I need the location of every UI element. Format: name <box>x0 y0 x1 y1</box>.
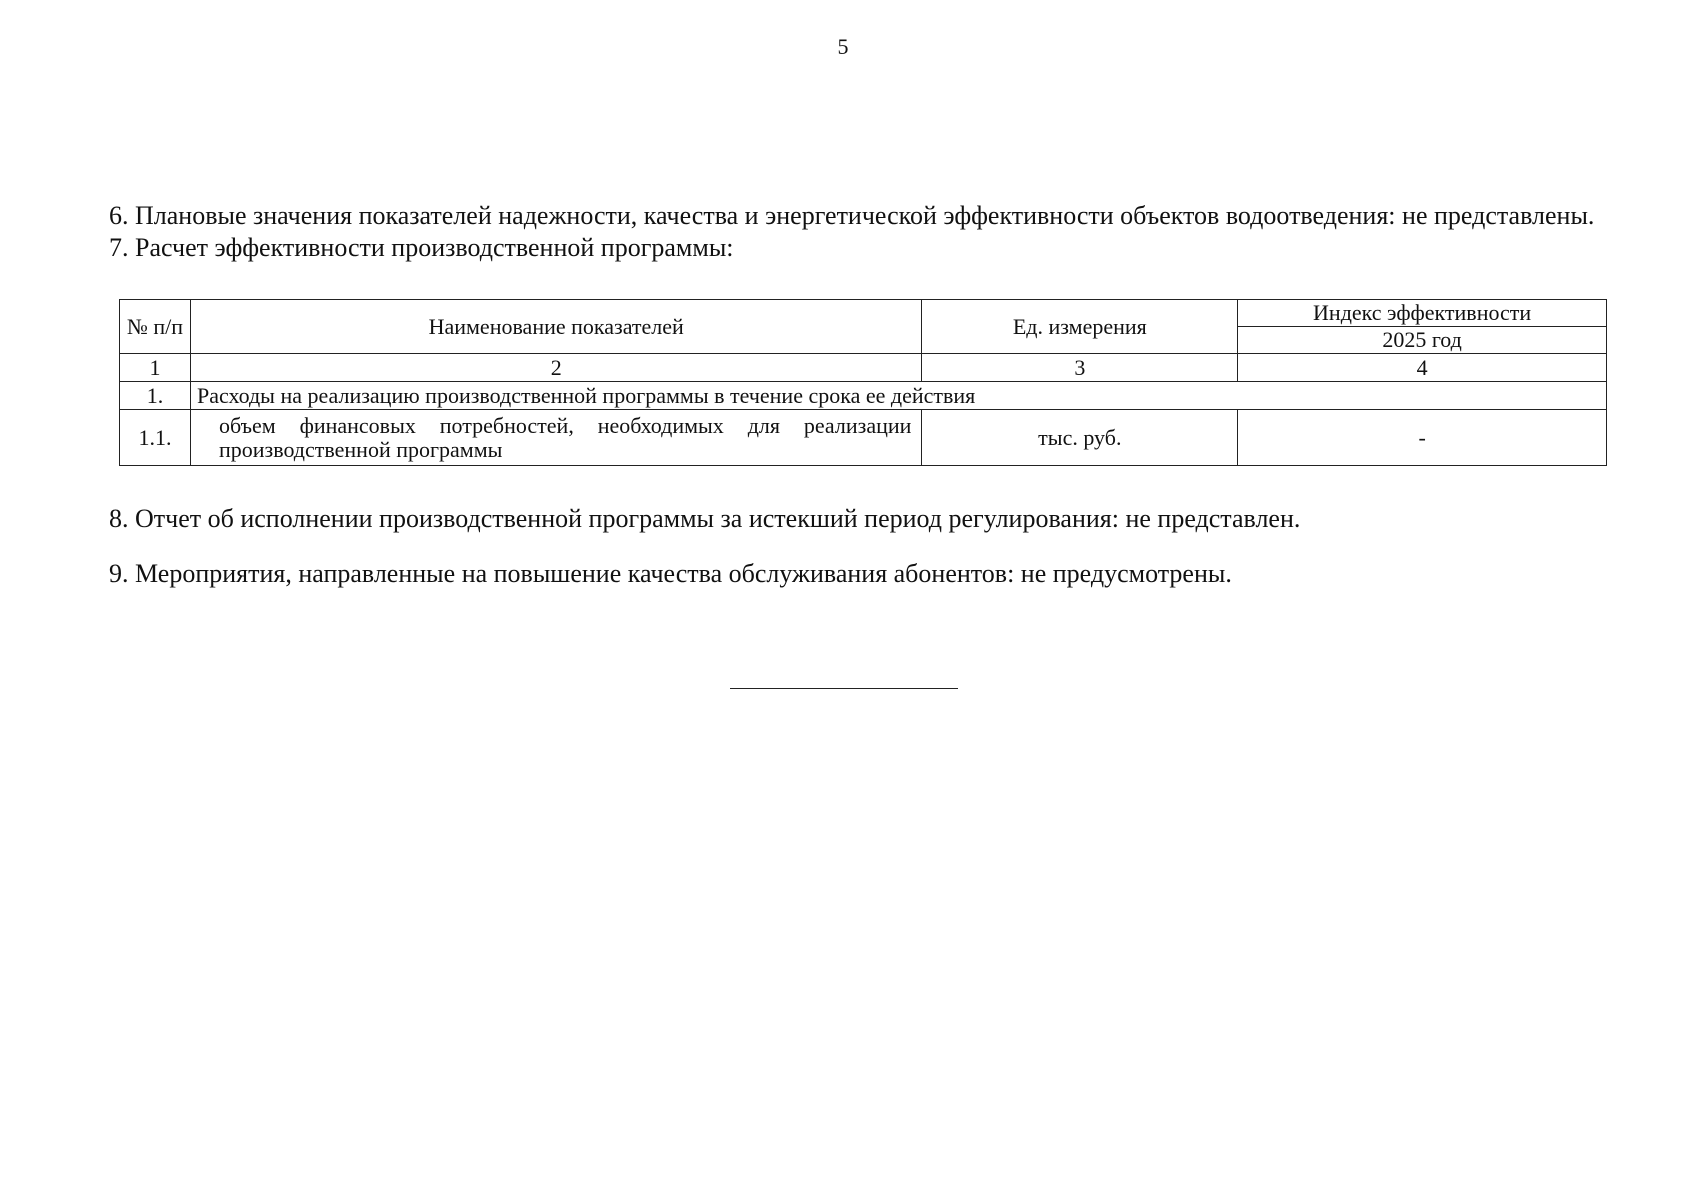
section-row <box>120 382 1607 410</box>
header-year: 2025 год <box>1238 327 1607 354</box>
column-number-1: 1 <box>120 354 191 382</box>
paragraph-6: 6. Плановые значения показателей надежности, качества и энергетической эффективности объектов водоотведения: не представлены. <box>109 201 1595 230</box>
row-name: объем финансовых потребностей, необходимых для реализации производственной программы <box>190 410 921 466</box>
paragraph-8: 8. Отчет об исполнении производственной программы за истекший период регулирования: не представлен. <box>109 504 1301 533</box>
row-value: - <box>1238 410 1607 466</box>
header-name: Наименование показателей <box>190 300 921 354</box>
header-unit: Ед. измерения <box>922 300 1238 354</box>
paragraph-9: 9. Мероприятия, направленные на повышение качества обслуживания абонентов: не предусмотрены. <box>109 559 1232 588</box>
header-index: Индекс эффективности <box>1238 300 1607 327</box>
column-number-3: 3 <box>922 354 1238 382</box>
column-number-4: 4 <box>1238 354 1607 382</box>
section-num: 1. <box>120 382 191 410</box>
header-num: № п/п <box>120 300 191 354</box>
table-header-row <box>120 300 1607 327</box>
efficiency-table <box>119 299 1607 466</box>
row-unit: тыс. руб. <box>922 410 1238 466</box>
row-num: 1.1. <box>120 410 191 466</box>
end-divider <box>730 688 958 689</box>
table-row <box>120 410 1607 466</box>
paragraph-7: 7. Расчет эффективности производственной программы: <box>109 233 734 262</box>
document-body <box>109 200 1597 263</box>
page-number: 5 <box>837 34 849 59</box>
section-title: Расходы на реализацию производственной программы в течение срока ее действия <box>190 382 1606 410</box>
column-number-row <box>120 354 1607 382</box>
column-number-2: 2 <box>190 354 921 382</box>
